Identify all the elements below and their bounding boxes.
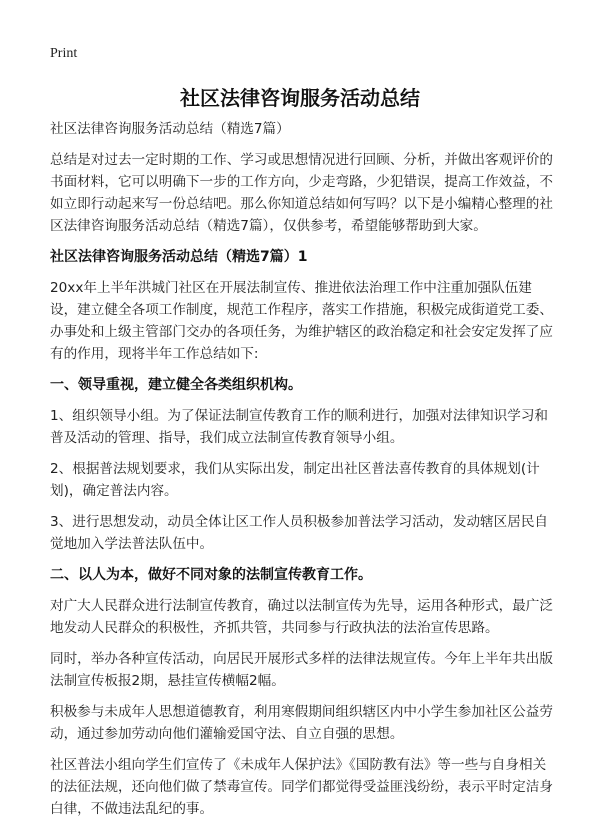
paragraph: 积极参与未成年人思想道德教育，利用寒假期间组织辖区内中小学生参加社区公益劳动，通过参加劳动向他们灌输爱国守法、自立自强的思想。 [50,704,553,742]
page-title: 社区法律咨询服务活动总结 [180,86,420,110]
section-heading: 社区法律咨询服务活动总结（精选7篇）1 [50,249,308,265]
paragraph: 同时，举办各种宣传活动，向居民开展形式多样的法律法规宣传。今年上半年共出版法制宣传板报2期，悬挂宣传横幅2幅。 [50,651,553,689]
print-link[interactable]: Print [50,46,78,61]
intro-paragraph: 总结是对过去一定时期的工作、学习或思想情况进行回顾、分析，并做出客观评价的书面材料，它可以明确下一步的工作方向，少走弯路，少犯错误，提高工作效益，不如立即行动起来写一份总结吧。那么你知道总结如何写吗？以下是小编精心整理的社区法律咨询服务活动总结（精选7篇），仅供参考，希望能够帮助到大家。 [50,152,553,234]
list-item: 1、组织领导小组。为了保证法制宣传教育工作的顺利进行，加强对法律知识学习和普及活动的管理、指导，我们成立法制宣传教育领导小组。 [50,408,549,446]
list-item: 2、根据普法规划要求，我们从实际出发，制定出社区普法喜传教育的具体规划(计划)，确定普法内容。 [50,461,540,499]
subheading: 一、领导重视，建立健全各类组织机构。 [50,377,302,393]
paragraph: 社区普法小组向学生们宣传了《未成年人保护法》《国防教有法》等一些与自身相关的法征法规，还向他们做了禁毒宣传。同学们都觉得受益匪浅纷纷，表示平时定洁身白律，不做违法乱纪的事。 [50,757,553,817]
paragraph: 20xx年上半年洪城门社区在开展法制宣传、推进依法治理工作中注重加强队伍建设，建立健全各项工作制度，规范工作程序，落实工作措施，积极完成街道党工委、办事处和上级主管部门交办的各项任务，为维护辖区的政治稳定和社会安定发挥了应有的作用，现将半年工作总结如下: [50,280,553,362]
document-body [50,118,554,829]
subheading: 二、以人为本，做好不同对象的法制宣传教育工作。 [50,567,372,583]
list-item: 3、进行思想发动，动员全体让区工作人员积极参加普法学习活动，发动辖区居民自觉地加入学法普法队伍中。 [50,514,549,552]
subtitle: 社区法律咨询服务活动总结（精选7篇） [50,121,290,137]
paragraph: 对广大人民群众进行法制宣传教育，确过以法制宣传为先导，运用各种形式，最广泛地发动人民群众的积极性，齐抓共管，共同参与行政执法的法治宣传思路。 [50,598,553,636]
